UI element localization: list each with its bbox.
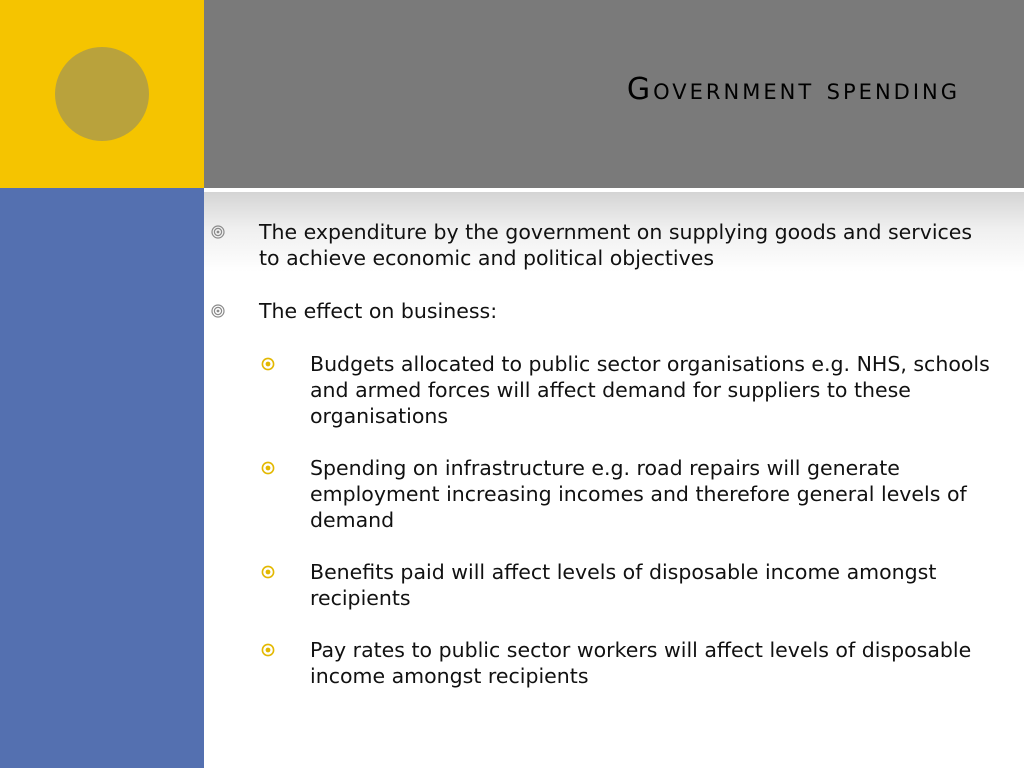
concentric-circle-bullet-icon bbox=[211, 304, 225, 318]
circled-dot-bullet-icon bbox=[261, 643, 275, 657]
decorative-circle bbox=[55, 47, 149, 141]
sub-bullet-item-pay-rates bbox=[310, 637, 1015, 689]
sub-bullet-item-benefits bbox=[310, 559, 1015, 611]
bullet-item-effect bbox=[259, 298, 994, 324]
side-band bbox=[0, 188, 204, 768]
circled-dot-bullet-icon bbox=[261, 565, 275, 579]
sub-bullet-text: Benefits paid will affect levels of disposable income amongst recipients bbox=[310, 560, 937, 610]
bullet-text: The effect on business: bbox=[259, 299, 498, 323]
sub-bullet-text: Pay rates to public sector workers will affect levels of disposable income amongst recipients bbox=[310, 638, 972, 688]
concentric-circle-bullet-icon bbox=[211, 225, 225, 239]
bullet-text: The expenditure by the government on supplying goods and services to achieve economic and political objectives bbox=[259, 220, 973, 270]
circled-dot-bullet-icon bbox=[261, 357, 275, 371]
circled-dot-bullet-icon bbox=[261, 461, 275, 475]
slide-title: Government spending bbox=[626, 72, 960, 107]
bullet-item-definition bbox=[259, 219, 994, 271]
content-area bbox=[204, 192, 1024, 768]
sub-bullet-item-budgets bbox=[310, 351, 1015, 429]
corner-accent-block bbox=[0, 0, 204, 188]
sub-bullet-text: Spending on infrastructure e.g. road repairs will generate employment increasing incomes and therefore general levels of demand bbox=[310, 456, 967, 532]
sub-bullet-item-infrastructure bbox=[310, 455, 1015, 533]
sub-bullet-text: Budgets allocated to public sector organisations e.g. NHS, schools and armed forces will affect demand for suppliers to these organisations bbox=[310, 352, 990, 428]
